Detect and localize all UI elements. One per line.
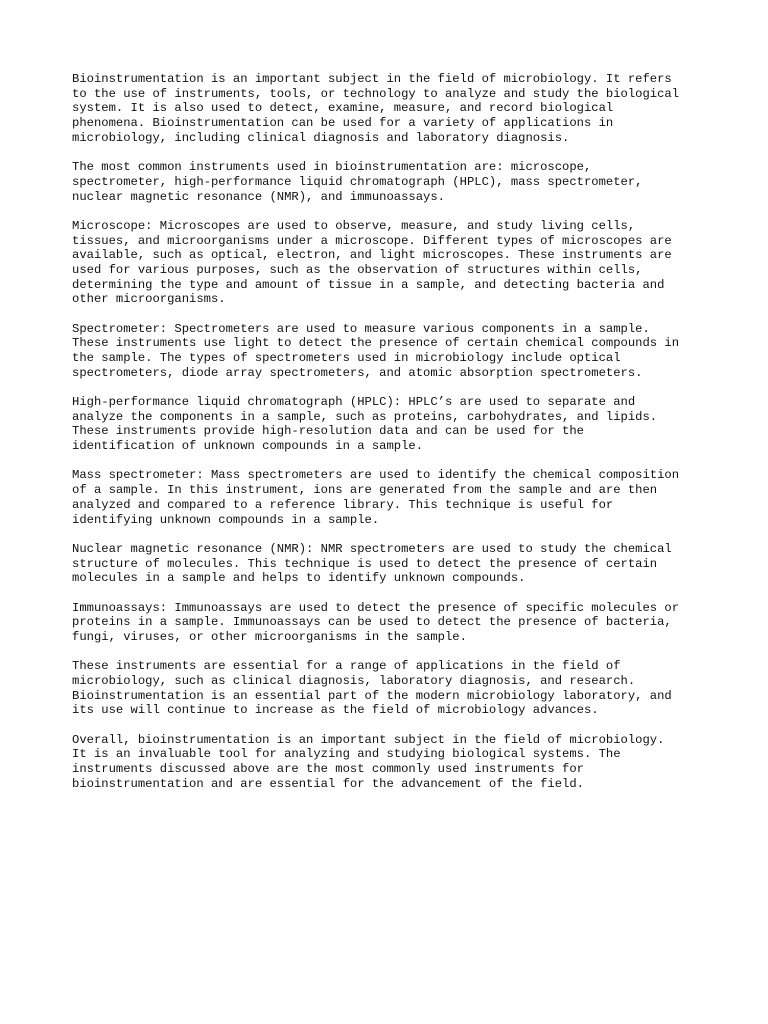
paragraph-applications: These instruments are essential for a range of applications in the field of microbiology, such as clinical diagnosis, laboratory diagnosis, and research. Bioinstrumentation is an essential part of the modern microbiology laboratory, and its use will continue to increase as the field of microbiology advances. — [72, 659, 672, 718]
paragraph-spectrometer: Spectrometer: Spectrometers are used to measure various components in a sample. These instruments use light to detect the presence of certain chemical compounds in the sample. The types of spectrometers used in microbiology include optical spectrometers, diode array spectrometers, and atomic absorption spectrometers. — [72, 321, 680, 380]
paragraph-microscope: Microscope: Microscopes are used to observe, measure, and study living cells, tissues, and microorganisms under a microscope. Different types of microscopes are available, such as optical, electron, and light microscopes. These instruments are used for various purposes, such as the observation of structures within cells, determining the type and amount of tissue in a sample, and detecting bacteria and other microorganisms. — [72, 218, 672, 307]
document-page — [72, 72, 712, 806]
paragraph-immunoassays: Immunoassays: Immunoassays are used to detect the presence of specific molecules or proteins in a sample. Immunoassays can be used to detect the presence of bacteria, fungi, viruses, or other microorganisms in the sample. — [72, 600, 680, 644]
paragraph-intro: Bioinstrumentation is an important subject in the field of microbiology. It refers to the use of instruments, tools, or technology to analyze and study the biological system. It is also used to detect, examine, measure, and record biological phenomena. Bioinstrumentation can be used for a variety of applications in microbiology, including clinical diagnosis and laboratory diagnosis. — [72, 72, 680, 145]
paragraph-hplc: High-performance liquid chromatograph (HPLC): HPLC’s are used to separate and analyze the components in a sample, such as proteins, carbohydrates, and lipids. These instruments provide high-resolution data and can be used for the identification of unknown compounds in a sample. — [72, 395, 658, 454]
paragraph-conclusion: Overall, bioinstrumentation is an important subject in the field of microbiology. It is an invaluable tool for analyzing and studying biological systems. The instruments discussed above are the most commonly used instruments for bioinstrumentation and are essential for the advancement of the field. — [72, 732, 665, 791]
paragraph-common-instruments: The most common instruments used in bioinstrumentation are: microscope, spectrometer, high-performance liquid chromatograph (HPLC), mass spectrometer, nuclear magnetic resonance (NMR), and immunoassays. — [72, 160, 643, 204]
paragraph-mass-spectrometer: Mass spectrometer: Mass spectrometers are used to identify the chemical composition of a sample. In this instrument, ions are generated from the sample and are then analyzed and compared to a reference library. This technique is useful for identifying unknown compounds in a sample. — [72, 468, 680, 527]
paragraph-nmr: Nuclear magnetic resonance (NMR): NMR spectrometers are used to study the chemical structure of molecules. This technique is used to detect the presence of certain molecules in a sample and helps to identify unknown compounds. — [72, 541, 672, 586]
